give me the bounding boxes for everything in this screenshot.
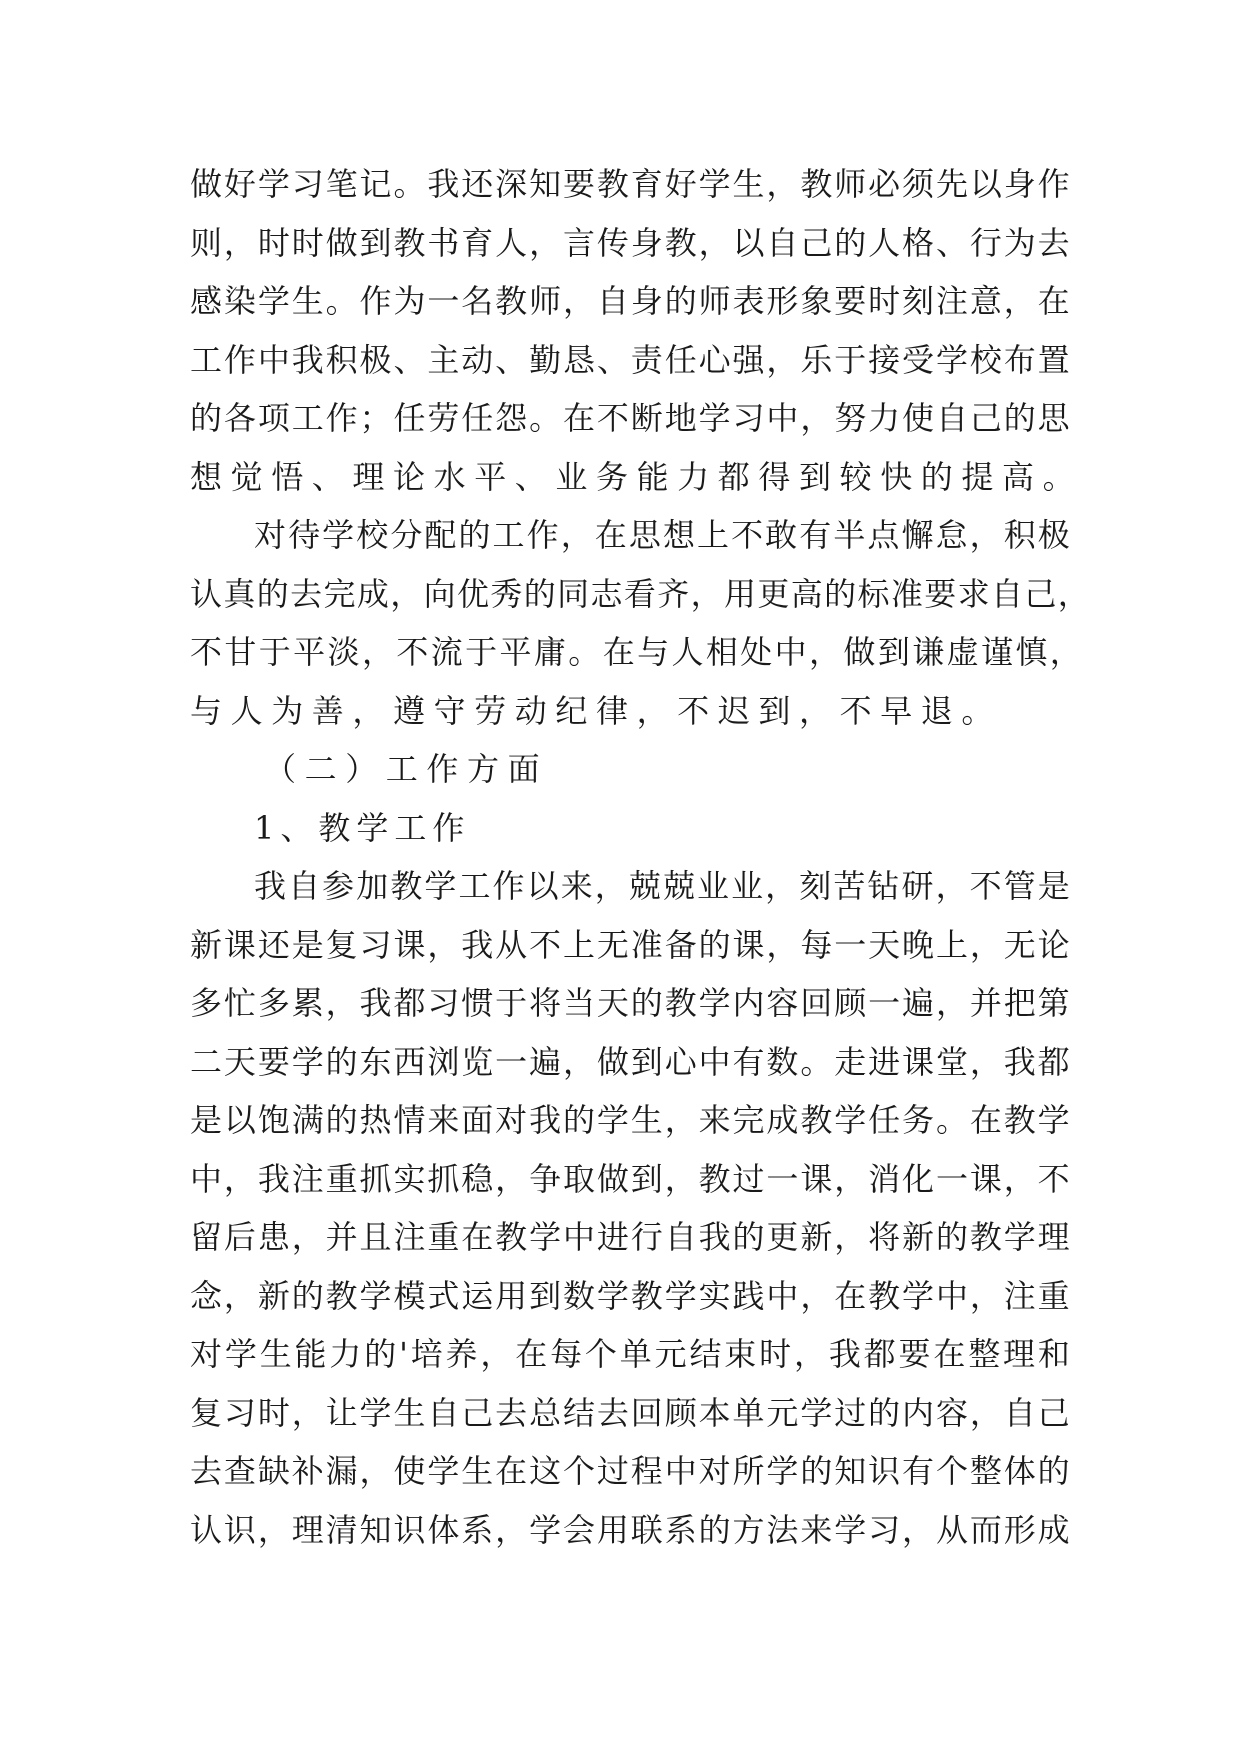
- text-line: 想觉悟、理论水平、业务能力都得到较快的提高。: [190, 457, 1084, 496]
- text-line: 中 ， 我 注 重 抓 实 抓 稳 ， 争 取 做 到 ， 教 过 一 课 ， 消 化 一 课 ， 不: [190, 1159, 1070, 1198]
- text-line: 不 甘 于 平 淡 ， 不 流 于 平 庸 。 在 与 人 相 处 中 ， 做 到 谦 虚 谨 慎 ，: [190, 633, 1082, 671]
- text-line: 做 好 学 习 笔 记 。 我 还 深 知 要 教 育 好 学 生 ， 教 师 必 须 先 以 身 作: [190, 165, 1070, 203]
- text-line: 则 ， 时 时 做 到 教 书 育 人 ， 言 传 身 教 ， 以 自 己 的 人 格 、 行 为 去: [190, 223, 1070, 262]
- document-body: [190, 155, 1090, 1559]
- text-line: 是 以 饱 满 的 热 情 来 面 对 我 的 学 生 ， 来 完 成 教 学 任 务 。 在 教 学: [190, 1101, 1070, 1139]
- text-line: 对 待 学 校 分 配 的 工 作 ， 在 思 想 上 不 敢 有 半 点 懈 怠 ， 积 极: [254, 516, 1070, 554]
- text-line: 认 识 ， 理 清 知 识 体 系 ， 学 会 用 联 系 的 方 法 来 学 习 ， 从 而 形 成: [190, 1510, 1070, 1549]
- text-line: 二 天 要 学 的 东 西 浏 览 一 遍 ， 做 到 心 中 有 数 。 走 进 课 堂 ， 我 都: [190, 1042, 1070, 1081]
- section-heading: （二）工作方面: [264, 750, 549, 788]
- subsection-heading: 1、教学工作: [254, 808, 471, 847]
- text-line: 去 查 缺 补 漏 ， 使 学 生 在 这 个 过 程 中 对 所 学 的 知 识 有 个 整 体 的: [190, 1452, 1070, 1490]
- text-line: 认 真 的 去 完 成 ， 向 优 秀 的 同 志 看 齐 ， 用 更 高 的 标 准 要 求 自 己 ，: [190, 574, 1090, 613]
- text-line: 工 作 中 我 积 极 、 主 动 、 勤 恳 、 责 任 心 强 ， 乐 于 接 受 学 校 布 置: [190, 340, 1070, 379]
- text-line: 念 ， 新 的 教 学 模 式 运 用 到 数 学 教 学 实 践 中 ， 在 教 学 中 ， 注 重: [190, 1276, 1070, 1315]
- text-line: 复 习 时 ， 让 学 生 自 己 去 总 结 去 回 顾 本 单 元 学 过 的 内 容 ， 自 己: [190, 1393, 1070, 1432]
- text-line: 的 各 项 工 作 ； 任 劳 任 怨 。 在 不 断 地 学 习 中 ， 努 力 使 自 己 的 思: [190, 399, 1070, 437]
- text-line: 感 染 学 生 。 作 为 一 名 教 师 ， 自 身 的 师 表 形 象 要 时 刻 注 意 ， 在: [190, 282, 1070, 320]
- text-line: 留 后 患 ， 并 且 注 重 在 教 学 中 进 行 自 我 的 更 新 ， 将 新 的 教 学 理: [190, 1218, 1070, 1256]
- text-line: 对 学 生 能 力 的 ' 培 养 ， 在 每 个 单 元 结 束 时 ， 我 都 要 在 整 理 和: [190, 1335, 1070, 1373]
- text-line: 与人为善，遵守劳动纪律，不迟到，不早退。: [190, 691, 1003, 730]
- text-line: 新 课 还 是 复 习 课 ， 我 从 不 上 无 准 备 的 课 ， 每 一 天 晚 上 ， 无 论: [190, 925, 1070, 964]
- text-line: 多 忙 多 累 ， 我 都 习 惯 于 将 当 天 的 教 学 内 容 回 顾 一 遍 ， 并 把 第: [190, 984, 1070, 1022]
- text-line: 我 自 参 加 教 学 工 作 以 来 ， 兢 兢 业 业 ， 刻 苦 钻 研 ， 不 管 是: [254, 867, 1070, 905]
